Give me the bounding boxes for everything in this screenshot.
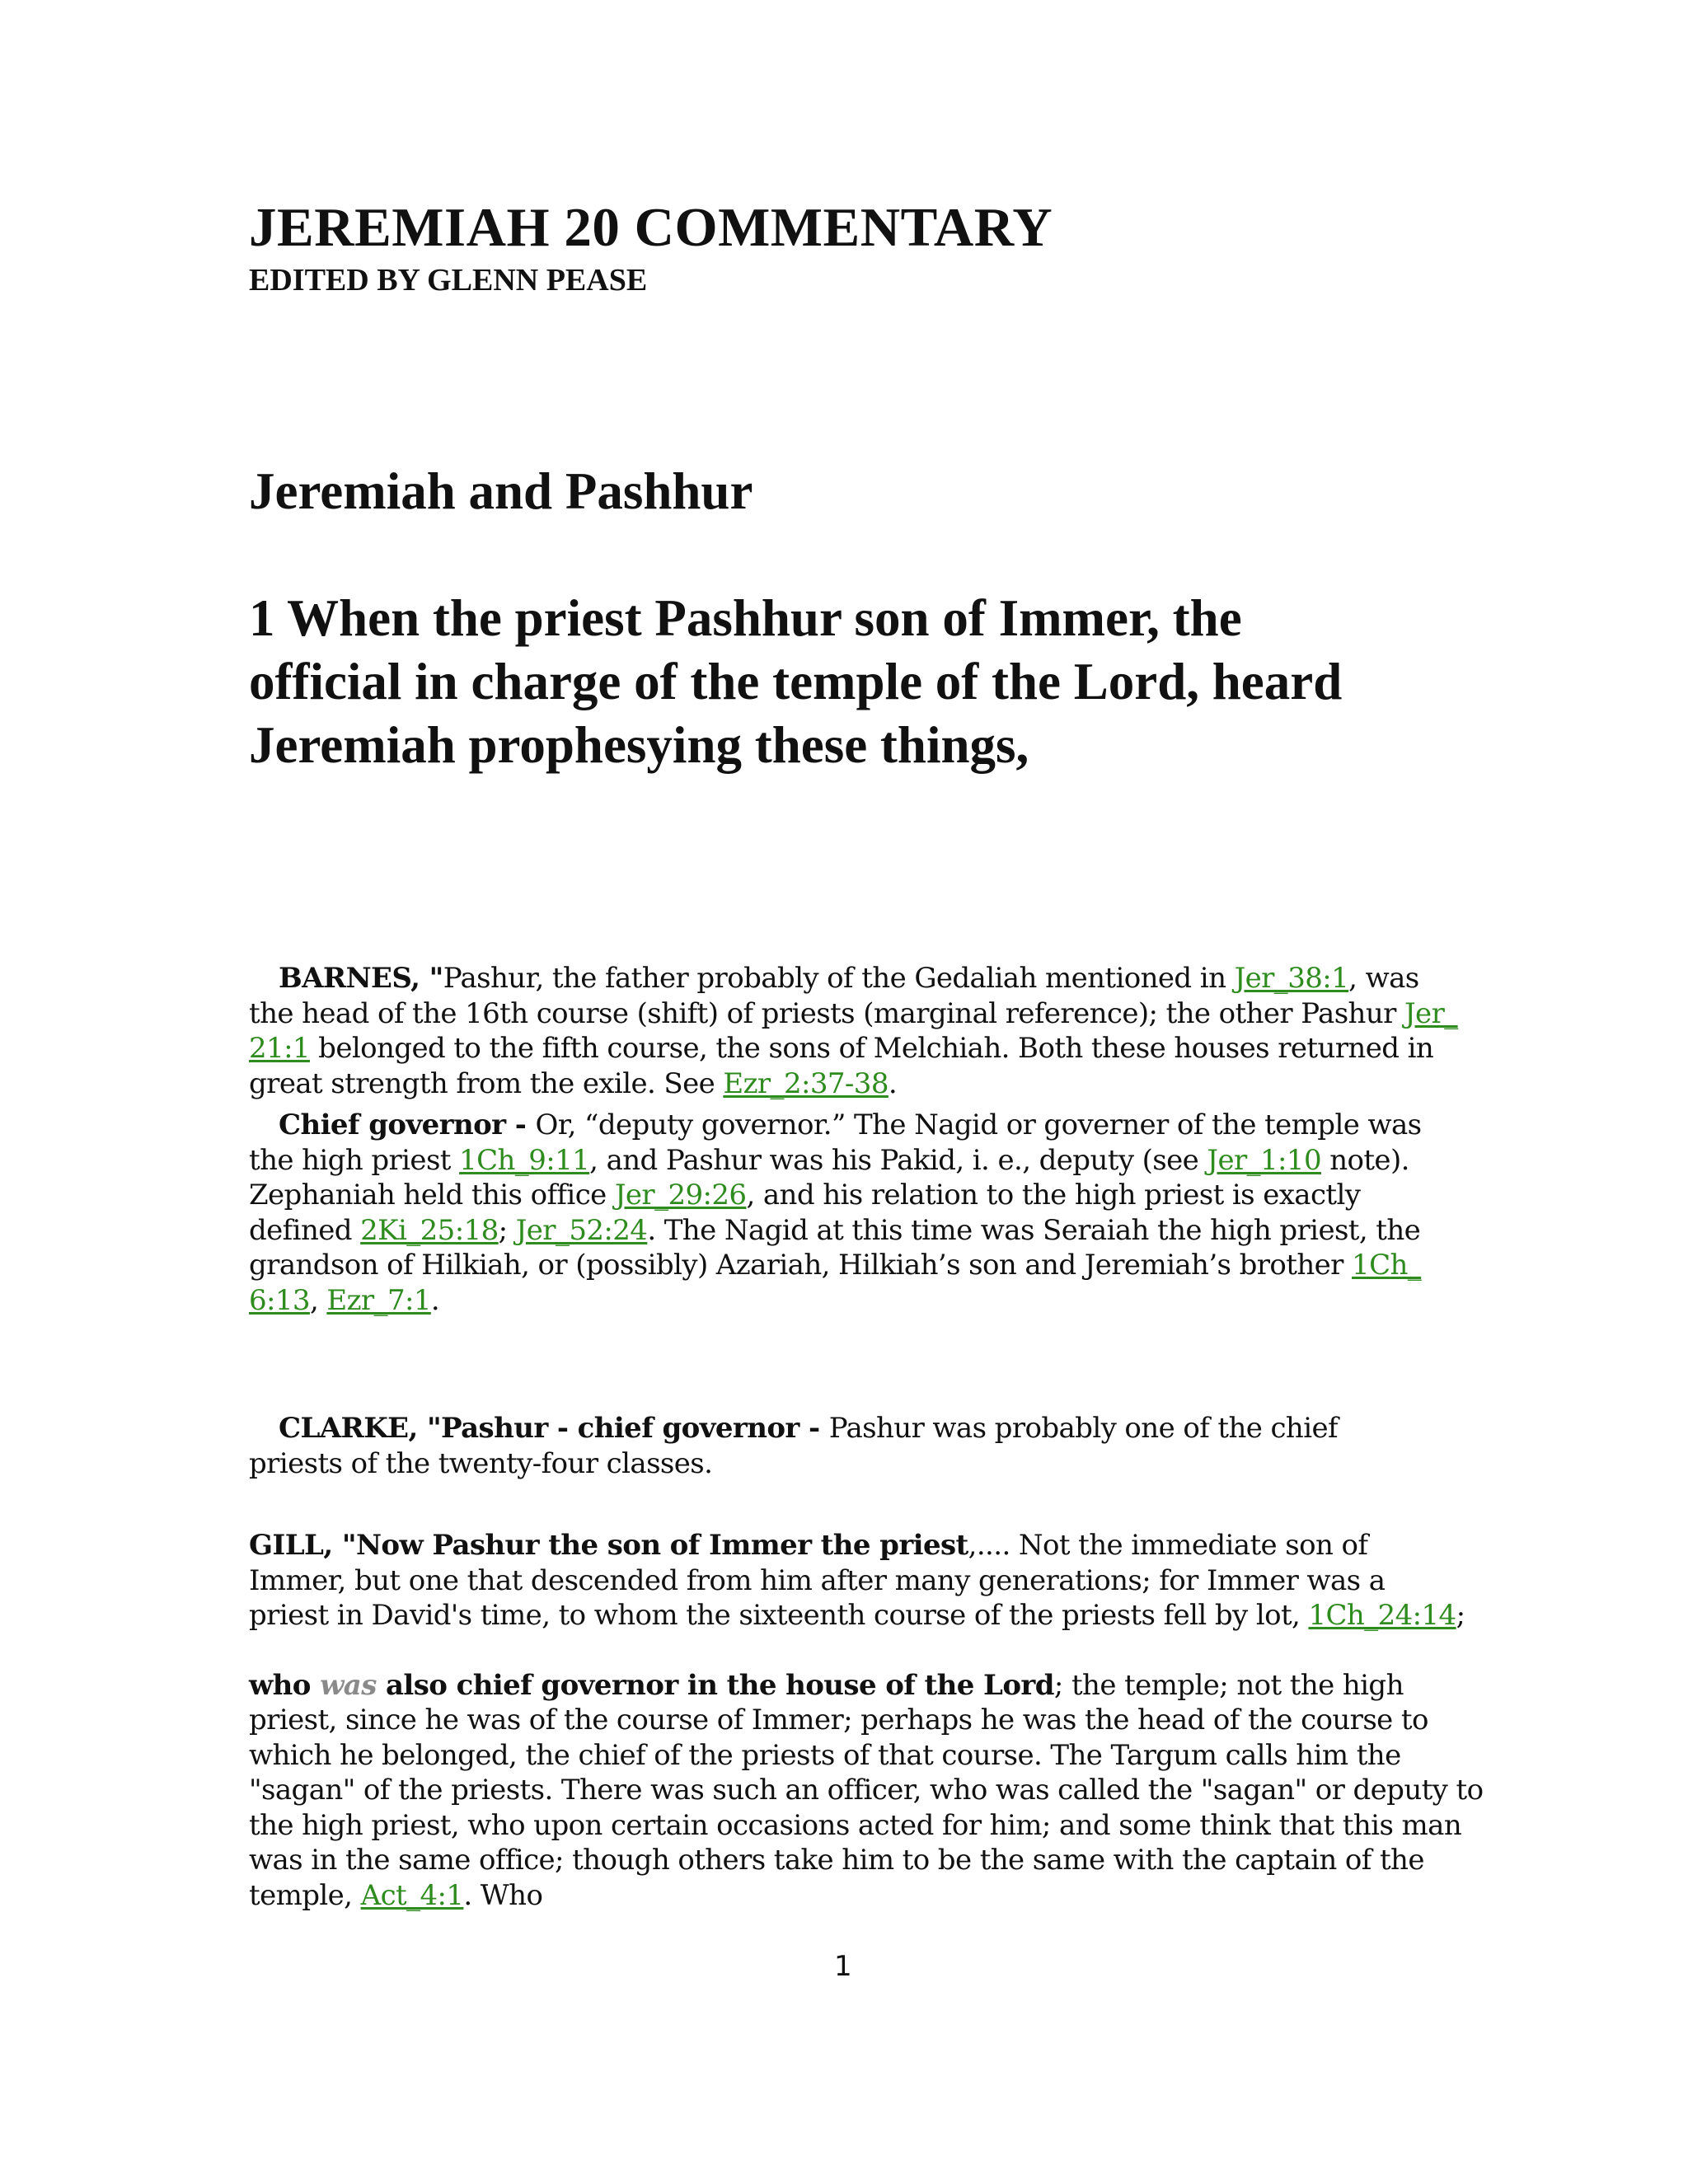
- commentary-line: 6:13, Ezr_7:1.: [249, 1283, 440, 1317]
- document-title: JEREMIAH 20 COMMENTARY: [249, 197, 1053, 258]
- commentary-line: Zephaniah held this office Jer_29:26, and his relation to the high priest is exactly: [249, 1179, 1361, 1212]
- scripture-link[interactable]: 1Ch_: [1352, 1249, 1422, 1282]
- commentary-line: grandson of Hilkiah, or (possibly) Azariah, Hilkiah’s son and Jeremiah’s brother 1Ch_: [249, 1249, 1422, 1282]
- barnes-commentary: [249, 961, 1458, 1318]
- commentary-line: the high priest, who upon certain occasions acted for him; and some think that this man: [249, 1808, 1462, 1842]
- commentary-line: priest in David's time, to whom the sixteenth course of the priests fell by lot, 1Ch_24:14;: [249, 1599, 1465, 1632]
- commentary-line: 21:1 belonged to the fifth course, the sons of Melchiah. Both these houses returned in: [249, 1032, 1434, 1065]
- scripture-link[interactable]: Jer_52:24: [515, 1213, 648, 1247]
- scripture-link[interactable]: Jer_1:10: [1207, 1143, 1321, 1177]
- scripture-link[interactable]: Ezr_2:37-38: [723, 1066, 889, 1100]
- scripture-link[interactable]: 1Ch_24:14: [1308, 1599, 1456, 1632]
- scripture-link[interactable]: 21:1: [249, 1032, 310, 1065]
- section-heading: Jeremiah and Pashhur: [249, 462, 753, 520]
- scripture-link[interactable]: 6:13: [249, 1283, 310, 1317]
- commentator-label: BARNES, ": [279, 962, 443, 995]
- commentary-line: defined 2Ki_25:18; Jer_52:24. The Nagid at this time was Seraiah the high priest, the: [249, 1213, 1421, 1247]
- verse-text: [249, 587, 1452, 777]
- commentary-line: BARNES, "Pashur, the father probably of the Gedaliah mentioned in Jer_38:1, was: [279, 962, 1419, 995]
- commentary-line: the head of the 16th course (shift) of priests (marginal reference); the other Pashur Jer_: [249, 996, 1458, 1030]
- commentary-line: temple, Act_4:1. Who: [249, 1878, 543, 1912]
- commentary-line: GILL, "Now Pashur the son of Immer the priest,.... Not the immediate son of: [249, 1529, 1368, 1562]
- clarke-commentary: [249, 1411, 1452, 1481]
- scripture-link[interactable]: Ezr_7:1: [326, 1283, 431, 1317]
- commentary-line: priests of the twenty-four classes.: [249, 1446, 713, 1480]
- commentary-line: who was also chief governor in the house of the Lord; the temple; not the high: [249, 1668, 1404, 1702]
- commentary-line: Chief governor - Or, “deputy governor.” The Nagid or governer of the temple was: [279, 1108, 1422, 1141]
- gill-commentary: [249, 1528, 1484, 1913]
- commentator-label: GILL, "Now Pashur the son of Immer the priest: [249, 1529, 968, 1562]
- document-subtitle: EDITED BY GLENN PEASE: [249, 263, 648, 298]
- scripture-link[interactable]: Act_4:1: [360, 1878, 464, 1912]
- commentary-line: CLARKE, "Pashur - chief governor - Pashur was probably one of the chief: [279, 1412, 1338, 1445]
- verse-line: 1 When the priest Pashhur son of Immer, the: [249, 589, 1242, 647]
- commentary-line: priest, since he was of the course of Immer; perhaps he was the head of the course to: [249, 1704, 1428, 1736]
- scripture-link[interactable]: Jer_29:26: [614, 1179, 747, 1212]
- verse-line: Jeremiah prophesying these things,: [249, 716, 1029, 774]
- commentary-line: "sagan" of the priests. There was such an officer, who was called the "sagan" or deputy to: [249, 1774, 1484, 1807]
- scripture-link[interactable]: 1Ch_9:11: [459, 1143, 590, 1177]
- commentary-line: the high priest 1Ch_9:11, and Pashur was his Pakid, i. e., deputy (see Jer_1:10 note).: [249, 1143, 1409, 1177]
- commentary-line: which he belonged, the chief of the priests of that course. The Targum calls him the: [249, 1738, 1401, 1772]
- commentary-line: Immer, but one that descended from him after many generations; for Immer was a: [249, 1563, 1386, 1597]
- page-number: 1: [834, 1950, 852, 1983]
- verse-line: official in charge of the temple of the Lord, heard: [249, 653, 1343, 710]
- commentary-line: was in the same office; though others take him to be the same with the captain of the: [249, 1844, 1424, 1877]
- commentary-line: great strength from the exile. See Ezr_2:37-38.: [249, 1066, 898, 1100]
- scripture-link[interactable]: Jer_38:1: [1234, 962, 1349, 995]
- scripture-link[interactable]: 2Ki_25:18: [360, 1213, 499, 1247]
- scripture-link[interactable]: Jer_: [1404, 996, 1458, 1030]
- commentator-label: CLARKE, "Pashur - chief governor -: [279, 1412, 829, 1445]
- sub-label: Chief governor -: [279, 1108, 536, 1141]
